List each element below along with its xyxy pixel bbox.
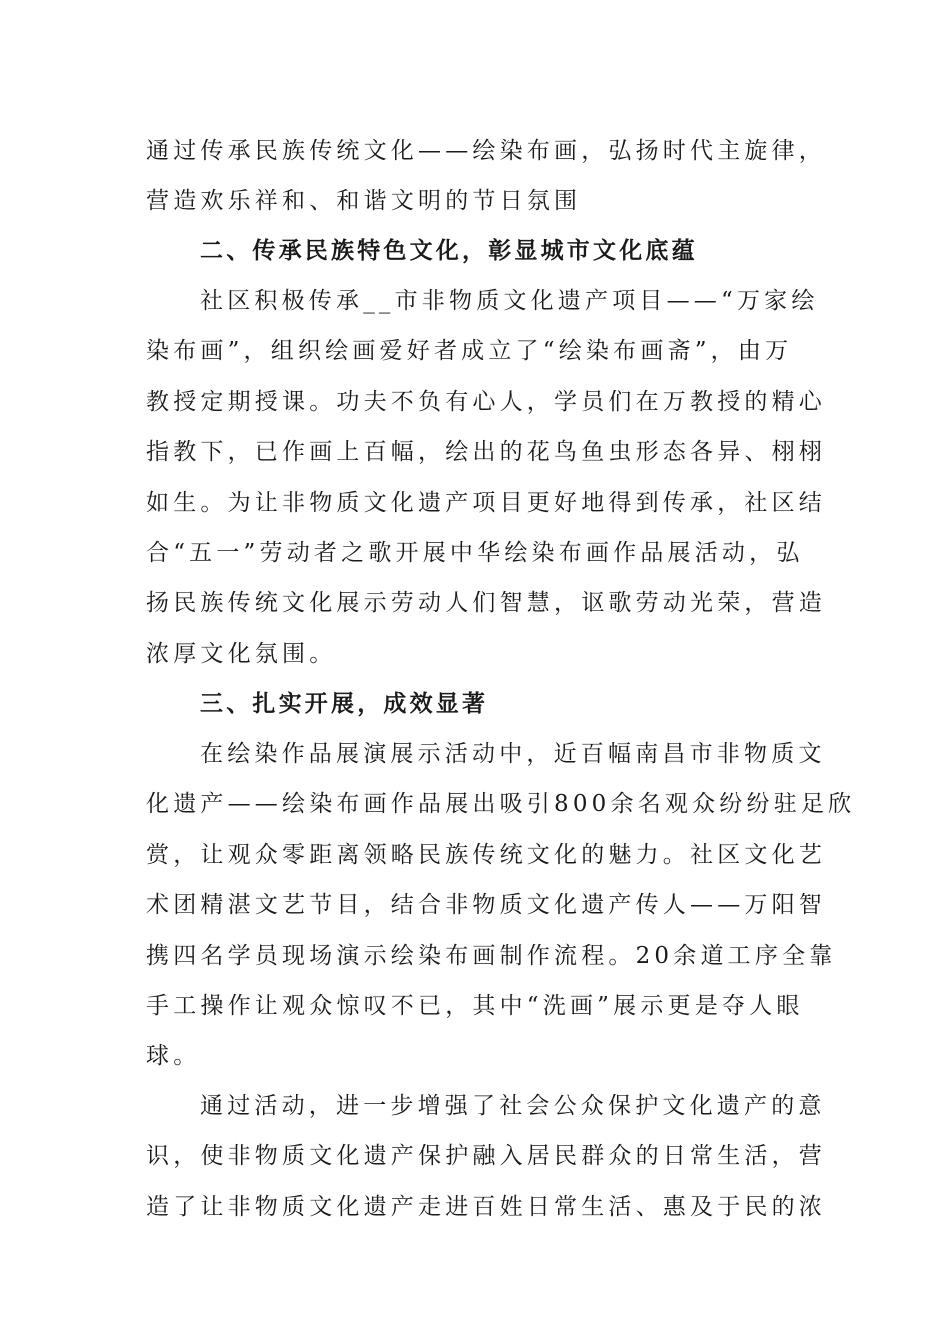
closing-paragraph	[146, 1081, 826, 1232]
paragraph-line: 浓厚文化氛围。	[146, 640, 337, 667]
section-heading-2	[146, 226, 810, 276]
paragraph-line: 通过活动，进一步增强了社会公众保护文化遗产的意	[200, 1093, 826, 1119]
paragraph-line: 合“五一”劳动者之歌开展中华绘染布画作品展活动，弘	[146, 539, 804, 566]
section-3-paragraph	[146, 729, 856, 1082]
paragraph-line: 手工操作让观众惊叹不已，其中“洗画”展示更是夺人眼	[146, 992, 804, 1019]
section-heading-text: 三、扎实开展，成效显著	[200, 691, 489, 717]
paragraph-line: 营造欢乐祥和、和谐文明的节日氛围	[146, 188, 582, 215]
paragraph-line: 教授定期授课。功夫不负有心人，学员们在万教授的精心	[146, 388, 826, 415]
paragraph-line: 染布画”，组织绘画爱好者成立了“绘染布画斋”，由万	[146, 338, 793, 365]
section-heading-text: 二、传承民族特色文化，彰显城市文化底蕴	[200, 238, 698, 264]
paragraph-line: 造了让非物质文化遗产走进百姓日常生活、惠及于民的浓	[146, 1193, 826, 1220]
paragraph-line: 化遗产——绘染布画作品展出吸引800余名观众纷纷驻足欣	[146, 791, 856, 818]
paragraph-line: 识，使非物质文化遗产保护融入居民群众的日常生活，营	[146, 1143, 826, 1170]
paragraph-line: 赏，让观众零距离领略民族传统文化的魅力。社区文化艺	[146, 841, 826, 868]
paragraph-line: 球。	[146, 1043, 201, 1070]
paragraph-line: 通过传承民族传统文化——绘染布画，弘扬时代主旋律，	[146, 138, 826, 164]
paragraph-line: 术团精湛文艺节目，结合非物质文化遗产传人——万阳智	[146, 892, 826, 919]
paragraph-line: 扬民族传统文化展示劳动人们智慧，讴歌劳动光荣，营造	[146, 590, 826, 617]
paragraph-line: 如生。为让非物质文化遗产项目更好地得到传承，社区结	[146, 489, 826, 516]
section-2-paragraph	[146, 276, 826, 679]
paragraph-line: 指教下，已作画上百幅，绘出的花鸟鱼虫形态各异、栩栩	[146, 439, 826, 466]
section-heading-3	[146, 679, 810, 729]
paragraph-line: 社区积极传承__市非物质文化遗产项目——“万家绘	[200, 288, 819, 314]
paragraph-line: 携四名学员现场演示绘染布画制作流程。20余道工序全靠	[146, 942, 837, 969]
intro-paragraph	[146, 126, 826, 227]
paragraph-line: 在绘染作品展演展示活动中，近百幅南昌市非物质文	[200, 741, 826, 767]
